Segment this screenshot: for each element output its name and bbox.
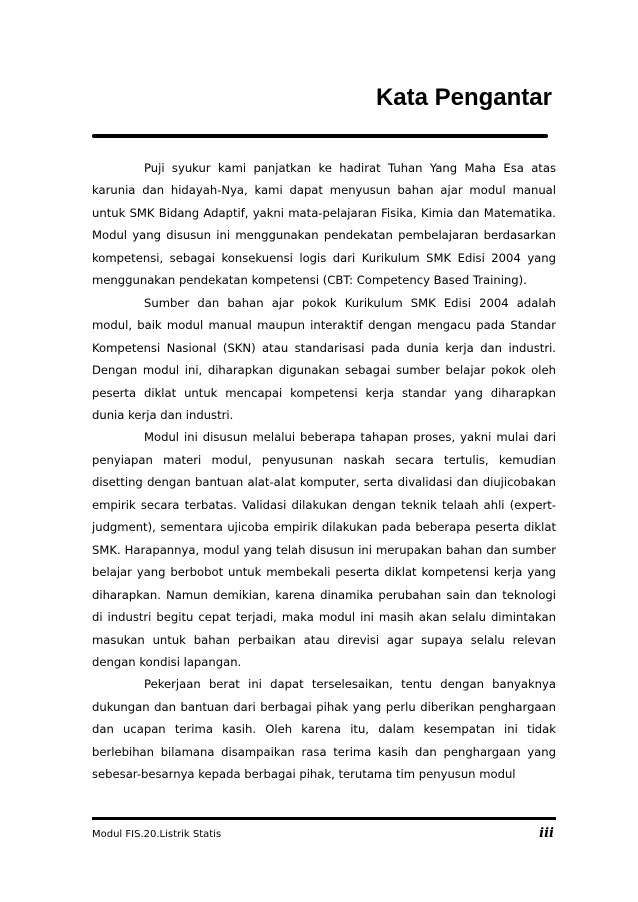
footer-divider (92, 817, 556, 820)
title-divider (92, 134, 548, 138)
footer-module-name: Modul FIS.20.Listrik Statis (92, 829, 222, 840)
paragraph: Pekerjaan berat ini dapat terselesaikan, tentu dengan banyaknya dukungan dan bantuan dari berbagai pihak yang perlu diberikan penghargaan dan ucapan terima kasih. Oleh karena itu, dalam kesempatan ini tidak berlebihan bilamana disampaikan rasa terima kasih dan penghargaan yang sebesar-besarnya kepada berbagai pihak, terutama tim penyusun modul (92, 677, 556, 782)
body-text (92, 157, 556, 786)
paragraph: Sumber dan bahan ajar pokok Kurikulum SMK Edisi 2004 adalah modul, baik modul manual maupun interaktif dengan mengacu pada Standar Kompetensi Nasional (SKN) atau standarisasi pada dunia kerja dan industri. Dengan modul ini, diharapkan digunakan sebagai sumber belajar pokok oleh peserta diklat untuk mencapai kompetensi kerja standar yang diharapkan dunia kerja dan industri. (92, 295, 556, 422)
page-title: Kata Pengantar (375, 84, 552, 111)
paragraph: Modul ini disusun melalui beberapa tahapan proses, yakni mulai dari penyiapan materi modul, penyusunan naskah secara tertulis, kemudian disetting dengan bantuan alat-alat komputer, serta divalidasi dan diujicobakan empirik secara terbatas. Validasi dilakukan dengan teknik telaah ahli (expert-judgment), sementara ujicoba empirik dilakukan pada beberapa peserta diklat SMK. Harapannya, modul yang telah disusun ini merupakan bahan dan sumber belajar yang berbobot untuk membekali peserta diklat kompetensi kerja yang diharapkan. Namun demikian, karena dinamika perubahan sain dan teknologi di industri begitu cepat terjadi, maka modul ini masih akan selalu dimintakan masukan untuk bahan perbaikan atau direvisi agar supaya selalu relevan dengan kondisi lapangan. (92, 430, 556, 669)
paragraph: Puji syukur kami panjatkan ke hadirat Tuhan Yang Maha Esa atas karunia dan hidayah-Nya, kami dapat menyusun bahan ajar modul manual untuk SMK Bidang Adaptif, yakni mata-pelajaran Fisika, Kimia dan Matematika. Modul yang disusun ini menggunakan pendekatan pembelajaran berdasarkan kompetensi, sebagai konsekuensi logis dari Kurikulum SMK Edisi 2004 yang menggunakan pendekatan kompetensi (CBT: Competency Based Training). (92, 161, 556, 288)
footer-page-number: iii (539, 826, 554, 841)
